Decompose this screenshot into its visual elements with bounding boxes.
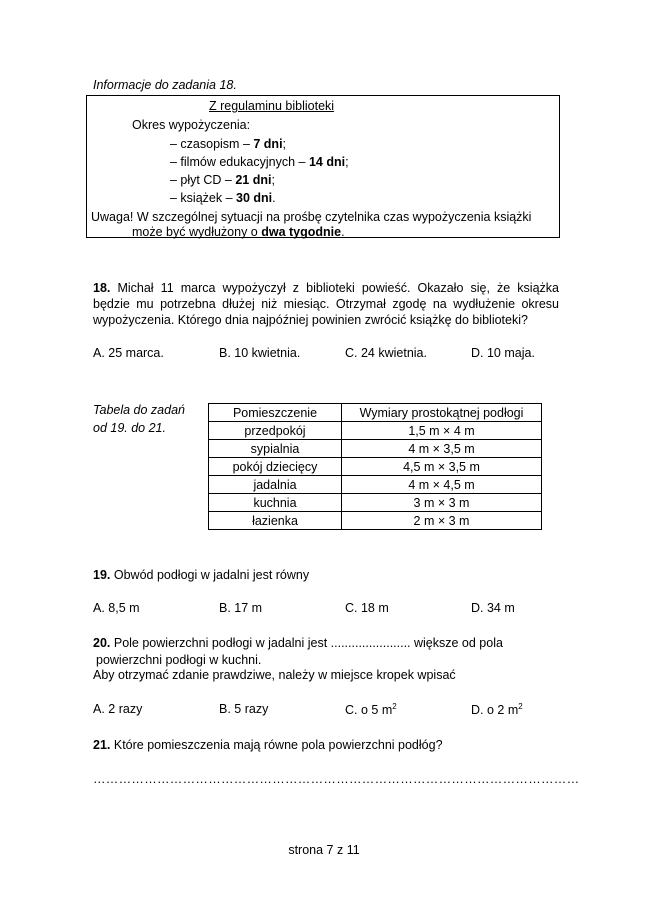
room-name: kuchnia bbox=[209, 494, 342, 512]
table-row bbox=[209, 422, 542, 440]
table-row bbox=[209, 476, 542, 494]
q19-option-a: A. 8,5 m bbox=[93, 601, 140, 615]
q18-option-c: C. 24 kwietnia. bbox=[345, 346, 427, 360]
q18-option-d: D. 10 maja. bbox=[471, 346, 535, 360]
room-name: jadalnia bbox=[209, 476, 342, 494]
answer-line: …………………………………………………………………………………………………… bbox=[93, 772, 580, 786]
table-label: Tabela do zadań od 19. do 21. bbox=[93, 403, 185, 435]
q20-option-b: B. 5 razy bbox=[219, 702, 269, 716]
table-row bbox=[209, 512, 542, 530]
table-header: Pomieszczenie bbox=[209, 404, 342, 422]
q20-option-d: D. o 2 $m^2$ bbox=[471, 702, 523, 718]
table-row bbox=[209, 440, 542, 458]
rooms-table bbox=[208, 403, 542, 530]
q19-option-c: C. 18 m bbox=[345, 601, 389, 615]
room-dimensions: 4,5 m × 3,5 m bbox=[342, 458, 542, 476]
info-heading: Informacje do zadania 18. bbox=[93, 78, 237, 92]
question-20: 20. Pole powierzchni podłogi w jadalni jest ....................... większe od pola bbox=[93, 636, 503, 650]
room-dimensions: 4 m × 4,5 m bbox=[342, 476, 542, 494]
room-dimensions: 1,5 m × 4 m bbox=[342, 422, 542, 440]
question-21: 21. Które pomieszczenia mają równe pola powierzchni podłóg? bbox=[93, 738, 443, 752]
room-dimensions: 3 m × 3 m bbox=[342, 494, 542, 512]
q19-option-b: B. 17 m bbox=[219, 601, 263, 615]
rule-item: – książek – 30 dni. bbox=[170, 191, 276, 205]
page-number: strona 7 z 11 bbox=[288, 843, 360, 857]
rules-period: Okres wypożyczenia: bbox=[132, 118, 251, 132]
q19-option-d: D. 34 m bbox=[471, 601, 515, 615]
q20-option-c: C. o 5 $m^2$ bbox=[345, 702, 397, 718]
question-number: 20. bbox=[93, 636, 111, 650]
question-number: 18. bbox=[93, 281, 111, 295]
q18-option-b: B. 10 kwietnia. bbox=[219, 346, 301, 360]
q20-option-a: A. 2 razy bbox=[93, 702, 143, 716]
room-name: przedpokój bbox=[209, 422, 342, 440]
rule-item: – czasopism – 7 dni; bbox=[170, 137, 287, 151]
rule-item: – płyt CD – 21 dni; bbox=[170, 173, 275, 187]
rules-title: Z regulaminu biblioteki bbox=[209, 99, 335, 113]
table-header: Wymiary prostokątnej podłogi bbox=[342, 404, 542, 422]
question-20-line2: powierzchni podłogi w kuchni. bbox=[96, 653, 262, 667]
question-number: 19. bbox=[93, 568, 111, 582]
table-row bbox=[209, 458, 542, 476]
table-header-row bbox=[209, 404, 542, 422]
room-name: sypialnia bbox=[209, 440, 342, 458]
question-20-line3: Aby otrzymać zdanie prawdziwe, należy w miejsce kropek wpisać bbox=[93, 668, 456, 682]
rules-note-line1: Uwaga! W szczególnej sytuacji na prośbę czytelnika czas wypożyczenia książki bbox=[91, 210, 532, 224]
question-19: 19. Obwód podłogi w jadalni jest równy bbox=[93, 568, 310, 582]
rules-note-line2: może być wydłużony o dwa tygodnie. bbox=[132, 225, 345, 239]
table-row bbox=[209, 494, 542, 512]
rule-item: – filmów edukacyjnych – 14 dni; bbox=[170, 155, 349, 169]
room-dimensions: 4 m × 3,5 m bbox=[342, 440, 542, 458]
room-name: pokój dziecięcy bbox=[209, 458, 342, 476]
q18-option-a: A. 25 marca. bbox=[93, 346, 164, 360]
room-dimensions: 2 m × 3 m bbox=[342, 512, 542, 530]
question-18: 18. Michał 11 marca wypożyczył z biblioteki powieść. Okazało się, że książka będzie mu potrzebna dłużej niż miesiąc. Otrzymał zgodę na wydłużenie okresu wypożyczenia. Którego dnia najpóźniej powinien zwrócić książkę do biblioteki? bbox=[93, 281, 559, 327]
room-name: łazienka bbox=[209, 512, 342, 530]
question-number: 21. bbox=[93, 738, 111, 752]
